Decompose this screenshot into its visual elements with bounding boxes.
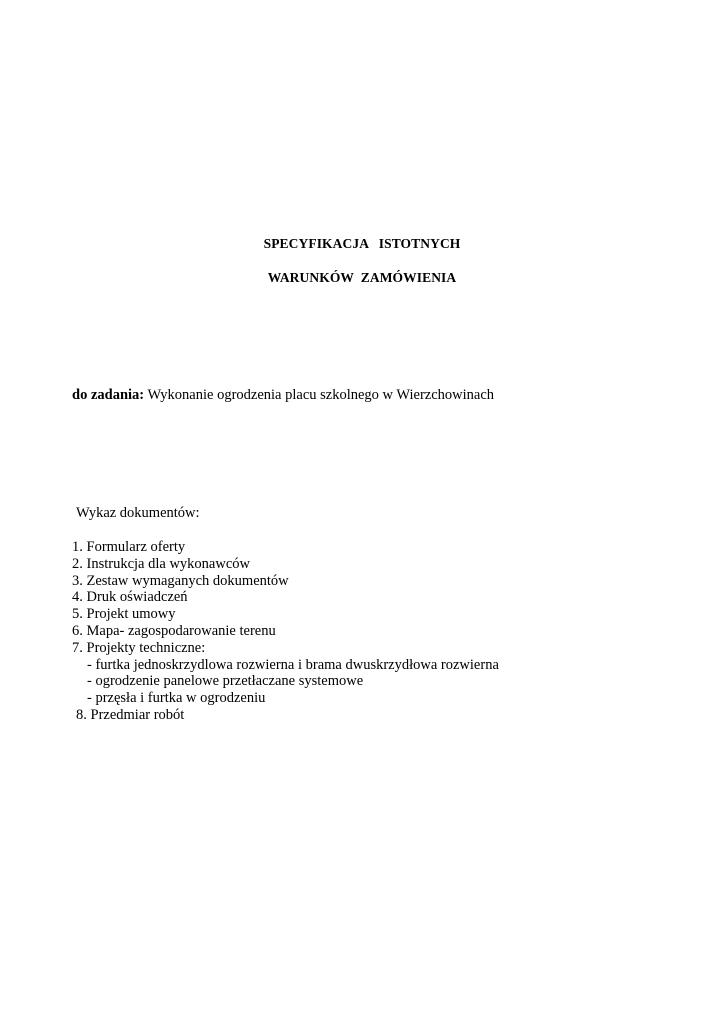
document-title-line-2: WARUNKÓW ZAMÓWIENIA <box>267 270 457 285</box>
document-title-line-1: SPECYFIKACJA ISTOTNYCH <box>263 236 461 251</box>
documents-list <box>72 539 499 724</box>
task-text: Wykonanie ogrodzenia placu szkolnego w Wierzchowinach <box>144 387 495 403</box>
list-item: 4. Druk oświadczeń <box>72 589 188 606</box>
list-item: 5. Projekt umowy <box>72 606 176 623</box>
list-item: 8. Przedmiar robót <box>76 706 185 723</box>
sub-list-item: - przęsła i furtka w ogrodzeniu <box>87 690 266 707</box>
list-item: 2. Instrukcja dla wykonawców <box>72 555 250 572</box>
list-item: 1. Formularz oferty <box>72 539 186 555</box>
list-item: 7. Projekty techniczne: <box>72 639 206 656</box>
sub-list-item: - furtka jednoskrzydlowa rozwierna i brama dwuskrzydłowa rozwierna <box>87 656 499 673</box>
list-item: 6. Mapa- zagospodarowanie terenu <box>72 622 276 639</box>
task-label: do zadania: <box>72 387 145 403</box>
list-item: 3. Zestaw wymaganych dokumentów <box>72 572 289 589</box>
sub-list-item: - ogrodzenie panelowe przetłaczane systemowe <box>87 673 364 690</box>
documents-heading: Wykaz dokumentów: <box>76 505 200 521</box>
task-description <box>72 387 494 404</box>
